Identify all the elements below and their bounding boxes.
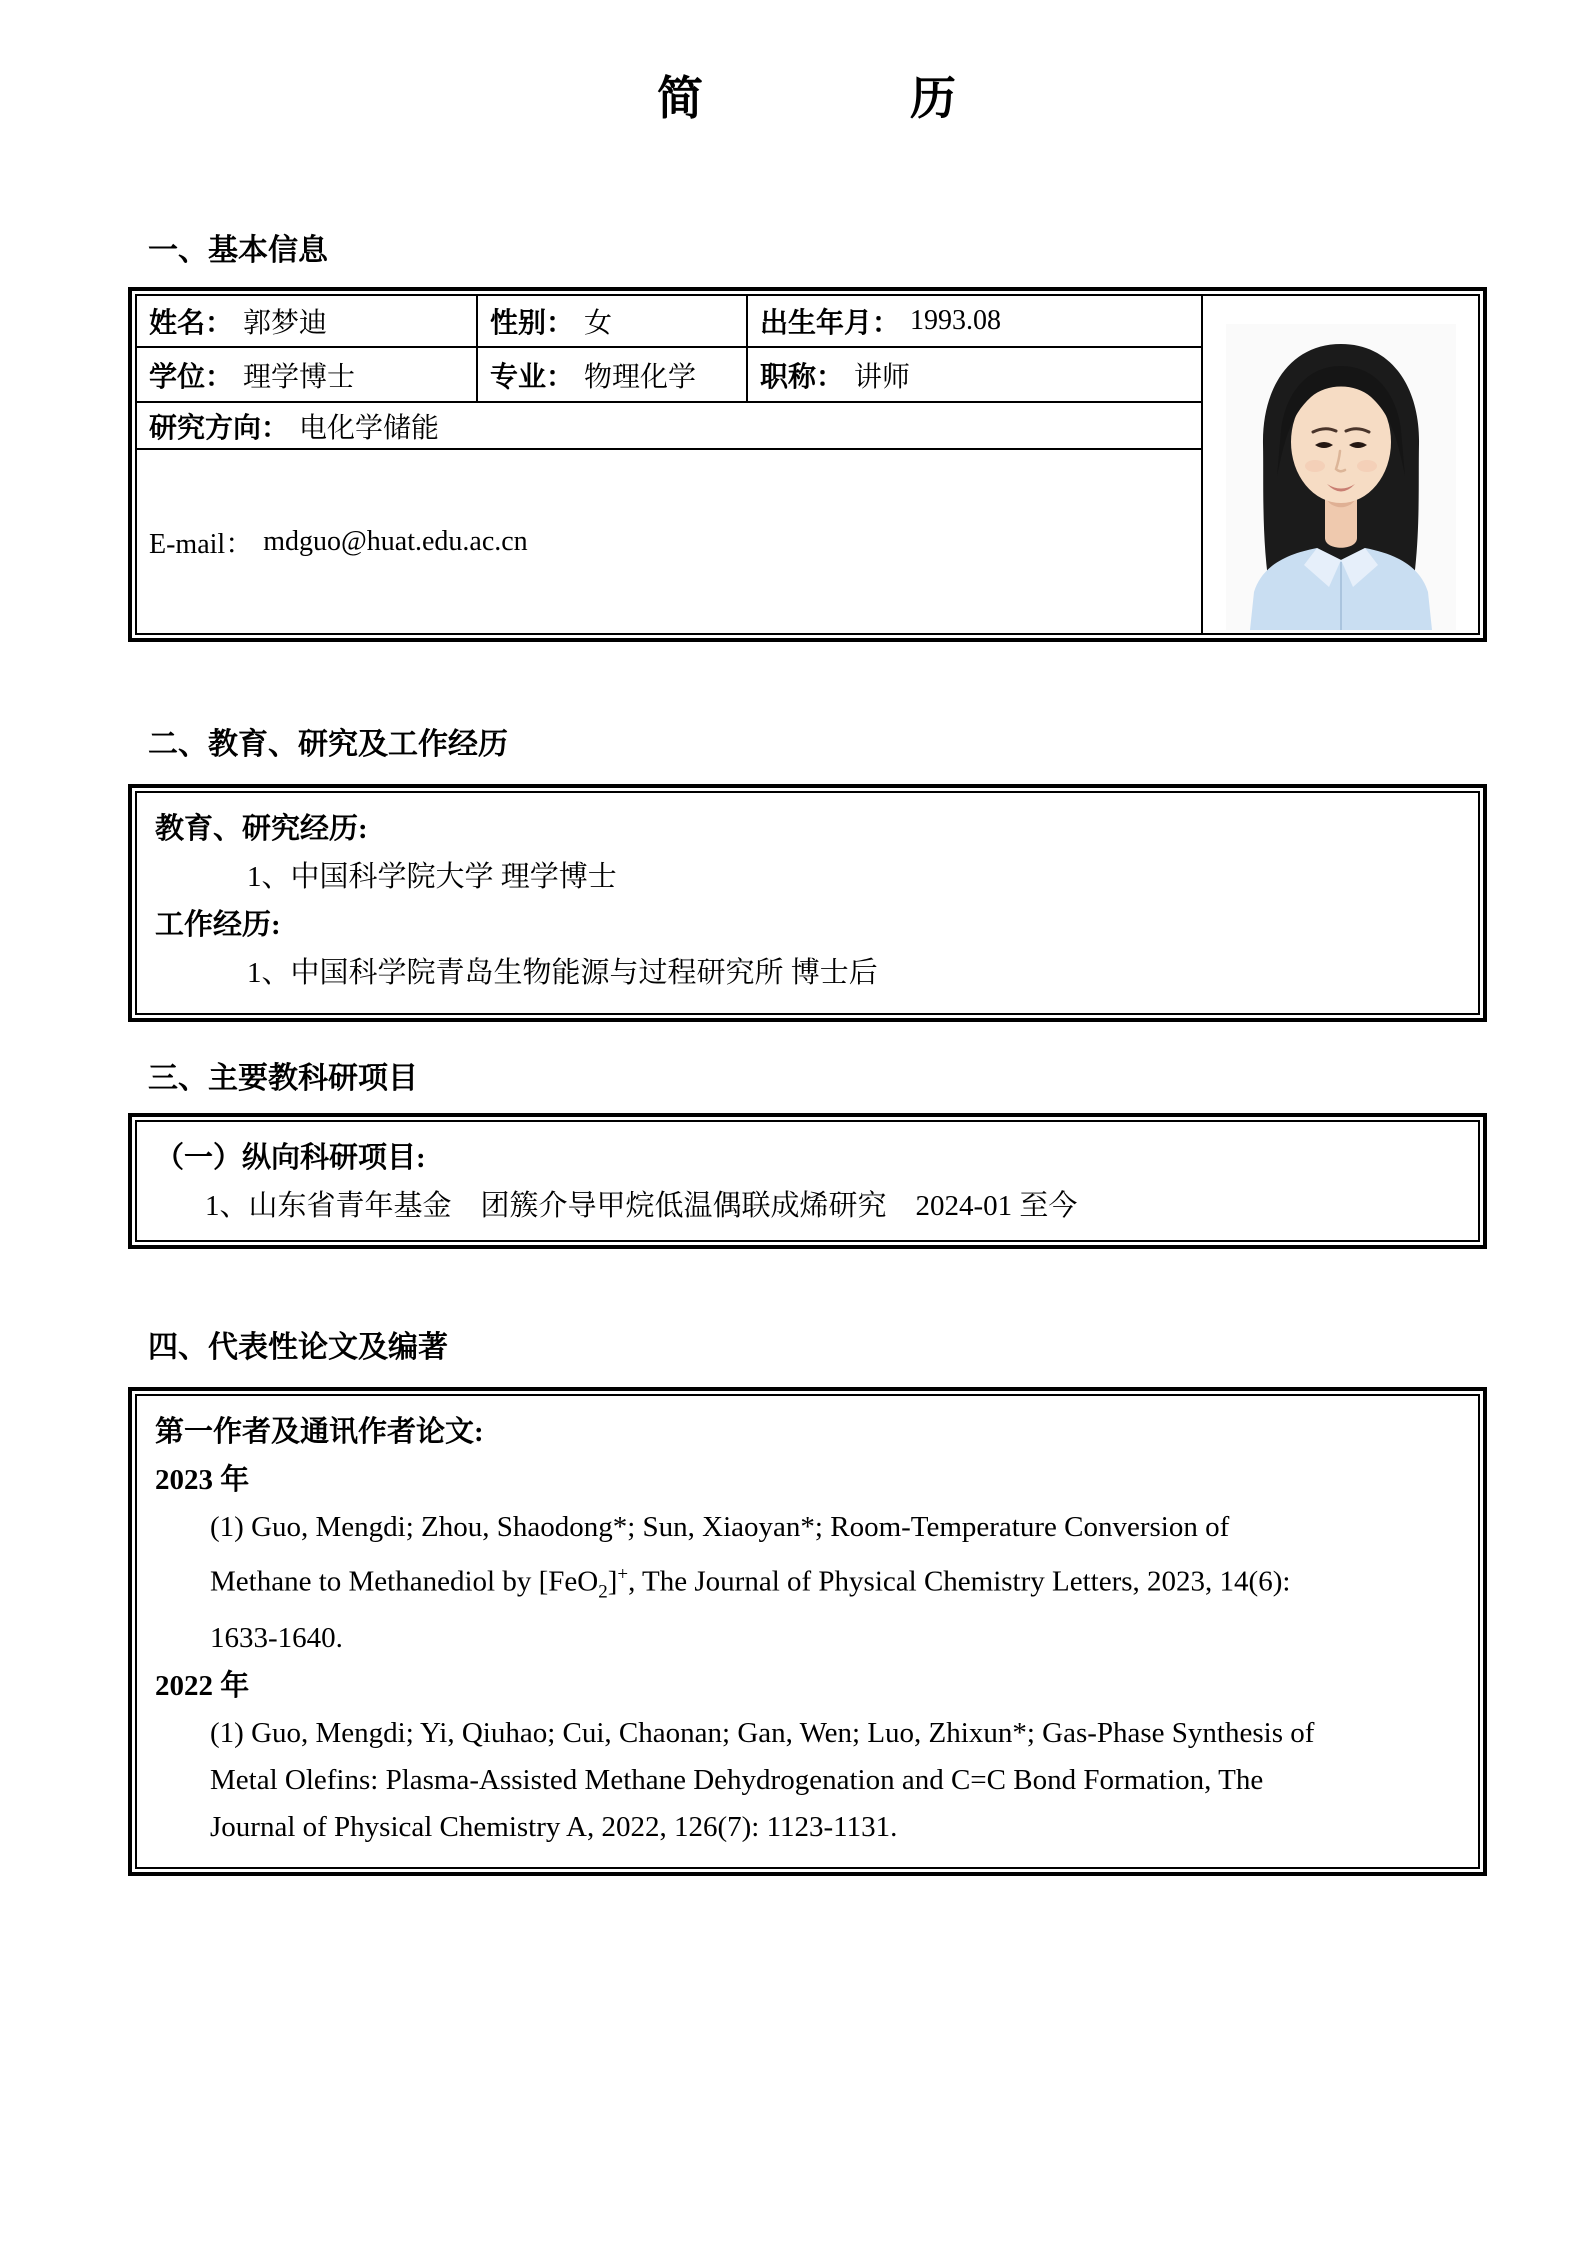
year-label-2023: 2023 年: [155, 1464, 250, 1496]
first-author-label: 第一作者及通讯作者论文:: [155, 1416, 484, 1448]
photo-cell: [1201, 296, 1478, 633]
projects-box: [128, 1113, 1487, 1249]
name-cell: [137, 296, 478, 346]
table-row: [137, 450, 1201, 633]
name-label: 姓名：: [149, 308, 234, 339]
work-experience-label: 工作经历:: [155, 909, 281, 941]
vertical-projects-label: （一）纵向科研项目:: [155, 1142, 426, 1174]
research-direction-label: 研究方向：: [149, 412, 290, 444]
email-label: E-mail：: [149, 528, 254, 560]
birth-cell: [748, 296, 1201, 346]
education-research-label: 教育、研究经历:: [155, 813, 368, 845]
pub-2023-text: (1) Guo, Mengdi; Zhou, Shaodong*; Sun, Xiaoyan*; Room-Temperature Conversion of Methane to Methanediol by [FeO: [210, 1511, 1230, 1598]
basic-info-left: [137, 296, 1201, 633]
blush-left: [1305, 460, 1325, 472]
publication-item-2023: [155, 1504, 1325, 1662]
job-title-cell: [748, 348, 1201, 401]
publication-item-2022: (1) Guo, Mengdi; Yi, Qiuhao; Cui, Chaonan; Gan, Wen; Luo, Zhixun*; Gas-Phase Synthesis of Metal Olefins: Plasma-Assisted Methane Dehydrogenation and C=C Bond Formation, The Journal of Physical Chemistry A, 2022, 126(7): 1123-1131.: [210, 1717, 1315, 1844]
major-cell: [478, 348, 748, 401]
blush-right: [1357, 460, 1377, 472]
major-value: 物理化学: [584, 361, 697, 393]
experience-box-inner: [135, 791, 1480, 1015]
degree-label: 学位：: [149, 361, 234, 393]
project-item: 1、山东省青年基金 团簇介导甲烷低温偶联成烯研究 2024-01 至今: [205, 1190, 1078, 1222]
year-label-2022: 2022 年: [155, 1670, 250, 1703]
basic-info-table: [128, 287, 1487, 642]
degree-value: 理学博士: [243, 361, 356, 393]
table-row: [137, 296, 1201, 348]
gender-label: 性别：: [490, 308, 575, 339]
section-heading-experience: 二、教育、研究及工作经历: [148, 728, 508, 761]
job-title-label: 职称：: [760, 361, 845, 393]
doc-title-char1: 简: [657, 73, 705, 124]
portrait-photo: [1226, 324, 1456, 630]
pub-2023-superscript: +: [617, 1564, 629, 1585]
section-heading-publications: 四、代表性论文及编著: [148, 1331, 448, 1364]
degree-cell: [137, 348, 478, 401]
pub-2023-tail: , The Journal of Physical Chemistry Letters, 2023, 14(6): 1633-1640.: [210, 1565, 1291, 1655]
name-value: 郭梦迪: [243, 308, 328, 339]
publications-box: [128, 1387, 1487, 1876]
email-value: mdguo@huat.edu.ac.cn: [263, 525, 528, 557]
table-row: [137, 403, 1201, 450]
pub-2023-bracket: ]: [607, 1565, 618, 1598]
birth-value: 1993.08: [910, 305, 1002, 336]
birth-label: 出生年月：: [760, 308, 901, 339]
table-row: [137, 348, 1201, 403]
section-heading-projects: 三、主要教科研项目: [148, 1062, 418, 1095]
basic-info-table-inner: [135, 294, 1480, 635]
pub-2023-subscript: 2: [598, 1581, 608, 1603]
research-direction-value: 电化学储能: [299, 412, 440, 444]
education-item: 1、中国科学院大学 理学博士: [247, 861, 617, 893]
major-label: 专业：: [490, 361, 575, 393]
publications-box-inner: [135, 1394, 1480, 1869]
section-heading-basic-info: 一、基本信息: [148, 234, 328, 267]
gender-cell: [478, 296, 748, 346]
work-item: 1、中国科学院青岛生物能源与过程研究所 博士后: [247, 957, 878, 989]
projects-box-inner: [135, 1120, 1480, 1242]
doc-title: [128, 68, 1487, 130]
email-cell: [137, 450, 1201, 633]
job-title-value: 讲师: [854, 361, 911, 393]
experience-box: [128, 784, 1487, 1022]
gender-value: 女: [584, 308, 613, 339]
research-direction-cell: [137, 403, 1201, 448]
doc-title-char2: 历: [910, 73, 958, 124]
